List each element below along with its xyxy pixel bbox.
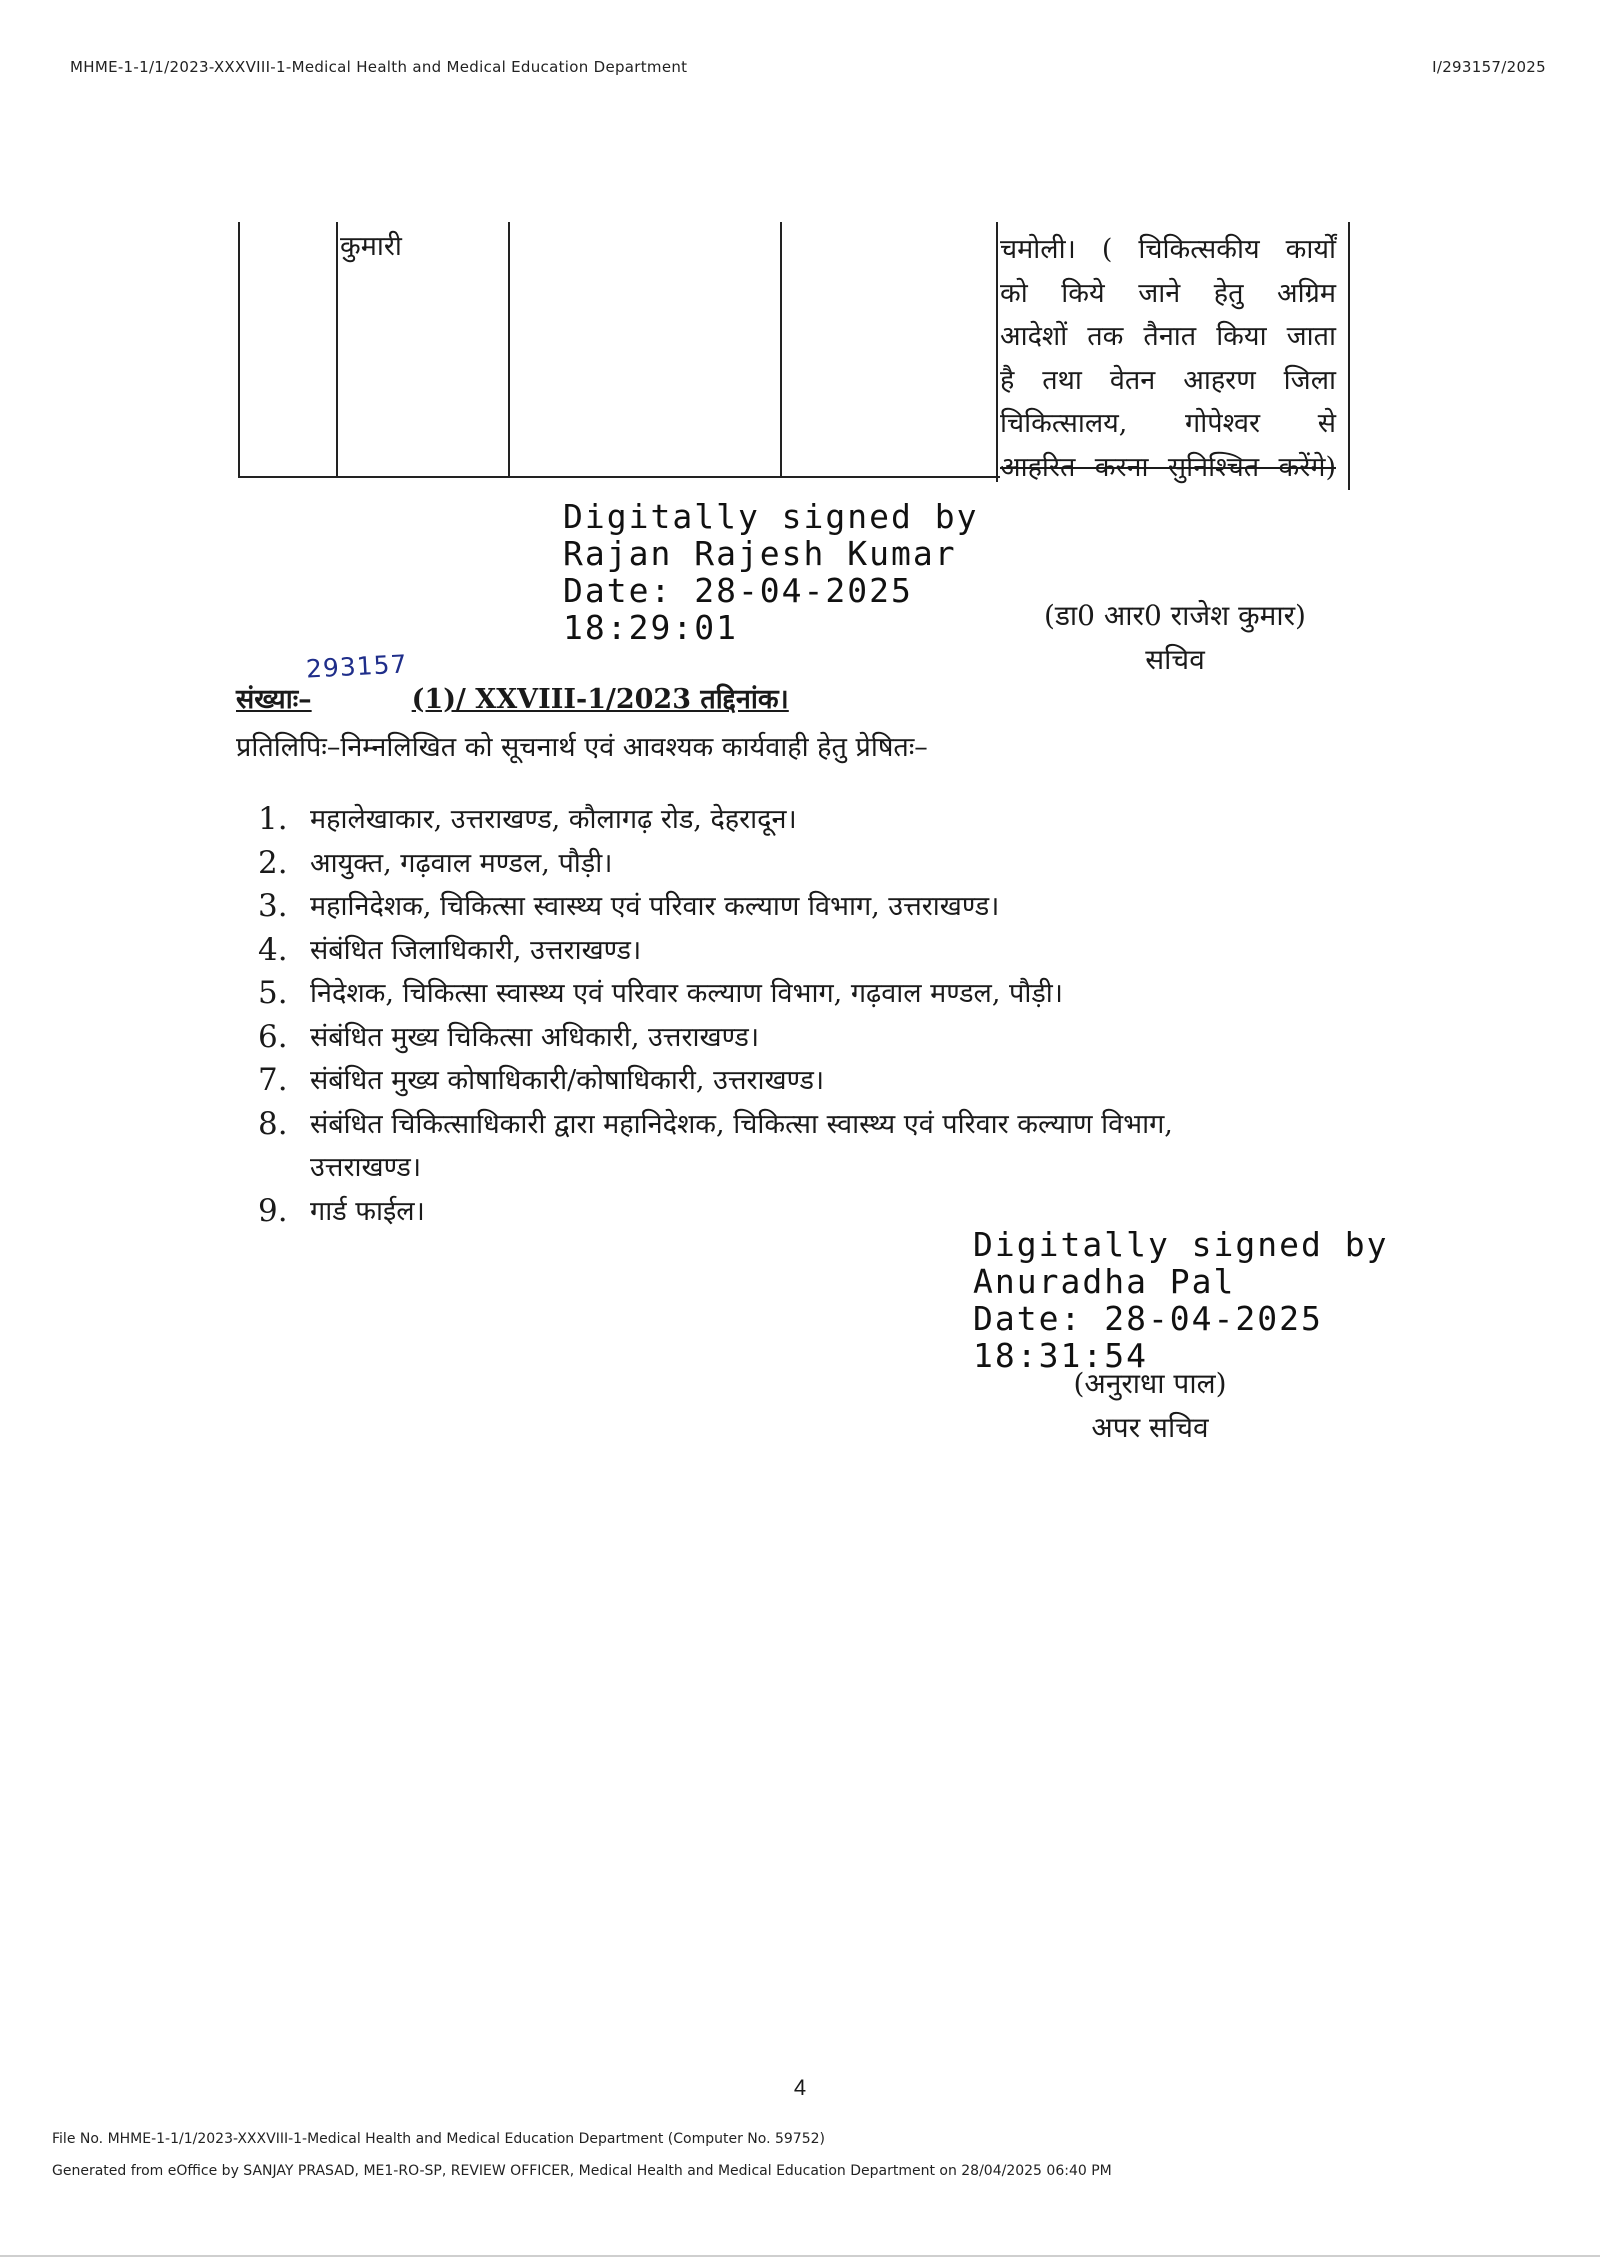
- signatory-designation: सचिव: [1145, 643, 1205, 676]
- table-column-divider: [508, 222, 510, 478]
- remarks-line: है तथा वेतन आहरण जिला: [1000, 364, 1336, 396]
- list-item-number: 8.: [258, 1105, 288, 1142]
- table-border-right: [1348, 222, 1350, 490]
- signature-line: 18:31:54: [973, 1336, 1148, 1375]
- remarks-line: आहरित करना सुनिश्चित करेंगे): [1000, 451, 1336, 483]
- signature-line: Date: 28-04-2025: [973, 1299, 1323, 1338]
- list-item-text: संबंधित मुख्य चिकित्सा अधिकारी, उत्तराखण्ड।: [310, 1021, 760, 1053]
- signatory-name: (अनुराधा पाल): [1073, 1367, 1227, 1400]
- table-border-left: [238, 222, 240, 478]
- list-item-number: 1.: [258, 801, 288, 837]
- recipient-list: [258, 798, 1173, 1233]
- list-item: [258, 1103, 1173, 1147]
- remarks-line: को किये जाने हेतु अग्रिम: [1000, 277, 1336, 309]
- signature-line: Anuradha Pal: [973, 1262, 1236, 1301]
- signatory-designation: अपर सचिव: [1091, 1411, 1209, 1444]
- reference-label: संख्याः–: [236, 684, 312, 715]
- list-item-text: आयुक्त, गढ़वाल मण्डल, पौड़ी।: [310, 847, 613, 879]
- signature-line: Date: 28-04-2025: [563, 571, 913, 610]
- list-item-text: गार्ड फाईल।: [310, 1195, 425, 1227]
- list-item-continuation: उत्तराखण्ड।: [310, 1152, 422, 1183]
- reference-number: (1)/ XXVIII-1/2023 तद्दिनांक।: [411, 684, 789, 715]
- signature-line: Digitally signed by: [563, 497, 979, 536]
- remarks-line: चिकित्सालय, गोपेश्वर से: [1000, 408, 1336, 439]
- list-item-number: 9.: [258, 1192, 288, 1229]
- signatory-block-additional-secretary: [1030, 1362, 1270, 1450]
- table-cell-name: कुमारी: [340, 231, 402, 262]
- header-receipt-number: I/293157/2025: [1432, 58, 1546, 76]
- list-item: [258, 1059, 1173, 1103]
- list-item: [258, 929, 1173, 973]
- list-item-text: महानिदेशक, चिकित्सा स्वास्थ्य एवं परिवार कल्याण विभाग, उत्तराखण्ड।: [310, 891, 1000, 922]
- signature-line: Digitally signed by: [973, 1225, 1389, 1264]
- table-column-divider: [780, 222, 782, 478]
- list-item-text: महालेखाकार, उत्तराखण्ड, कौलागढ़ रोड, देहरादून।: [310, 804, 797, 835]
- posting-table-fragment: [238, 222, 1352, 483]
- list-item-number: 2.: [258, 844, 288, 881]
- handwritten-receipt-number: 293157: [305, 649, 409, 684]
- list-item: [258, 972, 1173, 1016]
- table-border-bottom: [238, 476, 1000, 478]
- scan-edge-divider: [0, 2255, 1600, 2257]
- footer-file-number: File No. MHME-1-1/1/2023-XXXVIII-1-Medical Health and Medical Education Department (Computer No. 59752): [52, 2131, 825, 2147]
- table-cell-remarks: [1000, 228, 1336, 489]
- signature-line: 18:29:01: [563, 608, 738, 647]
- digital-signature-secretary: [563, 498, 979, 646]
- list-item-text: संबंधित मुख्य कोषाधिकारी/कोषाधिकारी, उत्तराखण्ड।: [310, 1065, 825, 1096]
- list-item: [258, 842, 1173, 886]
- copy-to-intro: प्रतिलिपिः–निम्नलिखित को सूचनार्थ एवं आवश्यक कार्यवाही हेतु प्रेषितः–: [236, 732, 928, 763]
- page-number: 4: [793, 2075, 807, 2100]
- list-item: [258, 1016, 1173, 1060]
- reference-number-line: [236, 679, 789, 716]
- list-item-text: निदेशक, चिकित्सा स्वास्थ्य एवं परिवार कल्याण विभाग, गढ़वाल मण्डल, पौड़ी।: [310, 978, 1064, 1009]
- signature-line: Rajan Rajesh Kumar: [563, 534, 957, 573]
- list-item-number: 6.: [258, 1018, 288, 1055]
- list-item-number: 3.: [258, 888, 288, 924]
- remarks-line: चमोली। ( चिकित्सकीय कार्यों: [1000, 234, 1336, 265]
- signatory-name: (डा0 आर0 राजेश कुमार): [1044, 599, 1306, 632]
- footer-generated-by: Generated from eOffice by SANJAY PRASAD, ME1-RO-SP, REVIEW OFFICER, Medical Health and Medical Education Department on 28/04/2025 06:40 PM: [52, 2163, 1112, 2179]
- signatory-block-secretary: [1025, 594, 1325, 682]
- list-item-number: 7.: [258, 1062, 288, 1098]
- table-column-divider: [996, 222, 998, 482]
- header-file-reference: MHME-1-1/1/2023-XXXVIII-1-Medical Health and Medical Education Department: [70, 58, 688, 76]
- digital-signature-additional-secretary: [973, 1226, 1389, 1374]
- list-item-number: 5.: [258, 975, 288, 1011]
- remarks-line: आदेशों तक तैनात किया जाता: [1000, 321, 1336, 352]
- list-item-text: संबंधित चिकित्साधिकारी द्वारा महानिदेशक, चिकित्सा स्वास्थ्य एवं परिवार कल्याण विभाग,: [310, 1108, 1173, 1140]
- list-item-text: संबंधित जिलाधिकारी, उत्तराखण्ड।: [310, 934, 642, 966]
- table-column-divider: [336, 222, 338, 478]
- list-item: [258, 885, 1173, 929]
- list-item-number: 4.: [258, 931, 288, 968]
- list-item: [258, 798, 1173, 842]
